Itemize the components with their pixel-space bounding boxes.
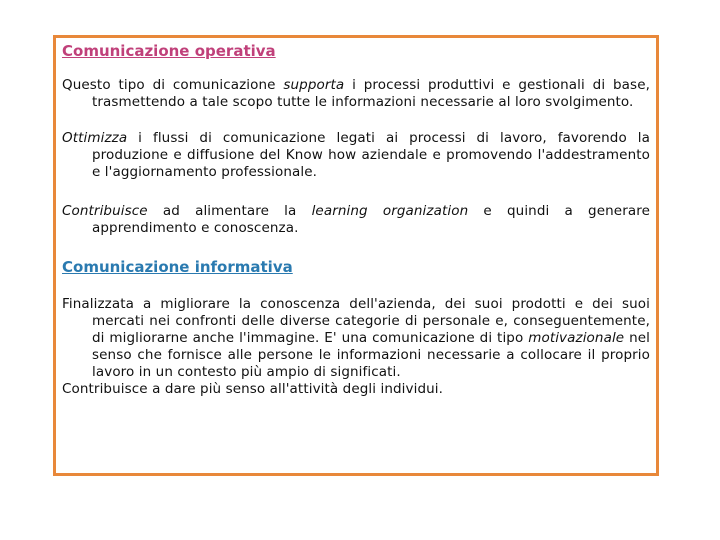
text-run: i processi produttivi e gestionali di base, trasmettendo a tale scopo tutte le informazioni necessarie al loro svolgimento. xyxy=(92,77,650,110)
content-body xyxy=(62,41,650,398)
heading-comunicazione-operativa: Comunicazione operativa xyxy=(62,42,276,60)
emphasis-ottimizza: Ottimizza xyxy=(62,130,128,146)
paragraph-ottimizza xyxy=(62,130,650,181)
emphasis-learning-organization: learning organization xyxy=(311,203,469,219)
paragraph-finalizzata xyxy=(62,296,650,381)
content-frame xyxy=(53,35,659,476)
text-run: e quindi a generare apprendimento e conoscenza. xyxy=(92,203,650,236)
emphasis-contribuisce: Contribuisce xyxy=(62,203,148,219)
emphasis-supporta: supporta xyxy=(283,77,345,93)
heading-comunicazione-informativa: Comunicazione informativa xyxy=(62,258,293,276)
paragraph-contribuisce-senso: Contribuisce a dare più senso all'attività degli individui. xyxy=(62,381,444,397)
emphasis-motivazionale: motivazionale xyxy=(528,330,625,346)
paragraph-supporta xyxy=(62,77,650,111)
text-run: i flussi di comunicazione legati ai processi di lavoro, favorendo la produzione e diffusione del Know how aziendale e promovendo l'addestramento e l'aggiornamento professionale. xyxy=(92,130,650,180)
text-run: ad alimentare la xyxy=(147,203,312,219)
text-run: Finalizzata a migliorare la conoscenza dell'azienda, dei suoi prodotti e dei suoi mercati nei confronti delle diverse categorie di personale e, conseguentemente, di migliorarne anche l'immagine. E' una comunicazione di tipo xyxy=(62,296,650,346)
text-run: nel senso che fornisce alle persone le informazioni necessarie a collocare il proprio lavoro in un contesto più ampio di significati. xyxy=(92,330,650,380)
paragraph-contribuisce xyxy=(62,203,650,237)
text-run: Questo tipo di comunicazione xyxy=(62,77,284,93)
